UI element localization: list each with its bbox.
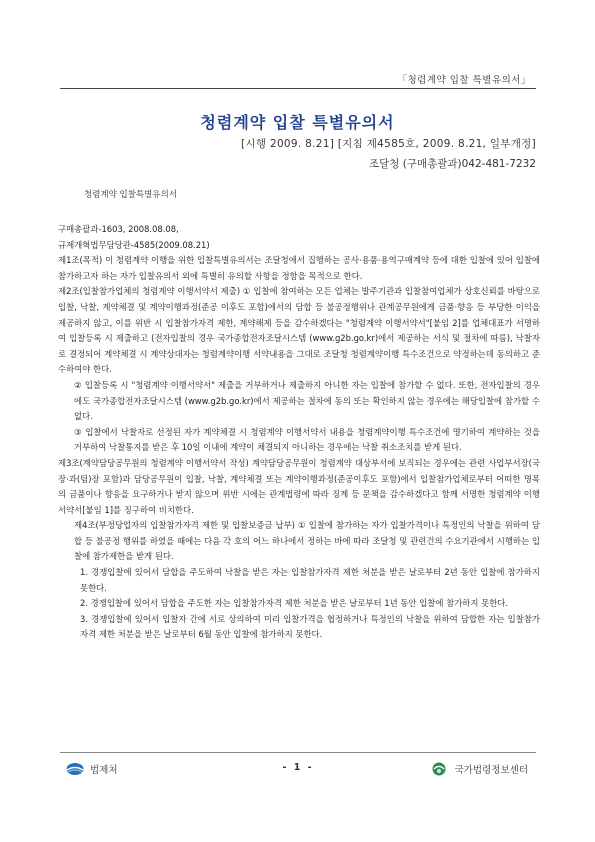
paragraph: 제2조(입찰참가업체의 청렴계약 이행서약서 제출) ① 입찰에 참여하는 모든 업체는 발주기관과 입찰참여업체가 상호신뢰를 바탕으로 입찰, 낙찰, 계약체결 및 계약이행과정(준공 이후도 포함)에서의 담합 등 불공정행위나 관계공무원에게 금품·향응 등 부당한 이익을 제공하지 않고, 이를 위반 시 입찰참가자격 제한, 계약해제 등을 감수하겠다는 "청렴계약 이행서약서"[붙임 2]를 업체대표가 서명하여 입찰등록 시 제출하고 (전자입찰의 경우 국가종합전자조달시스템 (www.g2b.go.kr)에서 제공하는 서식 및 절차에 따름), 낙찰자로 결정되어 계약체결 시 계약상대자는 청렴계약이행 서약내용을 그대로 조달청 청렴계약이행 특수조건으로 약정하는데 동의하고 준수하여야 한다. bbox=[58, 286, 540, 375]
paragraph: ② 입찰등록 시 "청렴계약 이행서약서" 제출을 거부하거나 제출하지 아니한 자는 입찰에 참가할 수 없다. 또한, 전자입찰의 경우에도 국가종합전자조달시스템 (www.g2b.go.kr)에서 제공하는 절차에 동의 또는 확인하지 않는 경우에는 해당입찰에 참가할 수 없다. bbox=[74, 379, 540, 422]
document-name: 청렴계약 입찰특별유의서 bbox=[84, 190, 178, 200]
footer-right bbox=[431, 762, 528, 776]
office-contact: 조달청 (구매총괄과)042-481-7232 bbox=[368, 158, 536, 170]
footer-right-label: 국가법령정보센터 bbox=[454, 765, 528, 776]
paragraph: 구매총괄과-1603, 2008.08.08, bbox=[58, 224, 179, 234]
list-item: 2. 경쟁입찰에 있어서 담합을 주도한 자는 입찰참가자격 제한 처분을 받은 날로부터 1년 동안 입찰에 참가하지 못한다. bbox=[80, 598, 509, 609]
enactment-info: [시행 2009. 8.21] [지침 제4585호, 2009. 8.21, 일부개정] bbox=[241, 138, 536, 150]
page-title: 청렴계약 입찰 특별유의서 bbox=[200, 113, 395, 132]
document-body bbox=[58, 222, 540, 643]
list-item: 3. 경쟁입찰에 있어서 입찰자 간에 서로 상의하여 미리 입찰가격을 협정하거나 특정인의 낙찰을 위하여 담합한 자는 입찰참가자격 제한 처분을 받은 날로부터 6월 동안 입찰에 참가하지 못한다. bbox=[80, 613, 540, 640]
paragraph: 제1조(목적) 이 청렴계약 이행을 위한 입찰특별유의서는 조달청에서 집행하는 공사·용품·용역구매계약 등에 대한 입찰에 있어 입찰에 참가하고자 하는 자가 입찰유의서 외에 특별히 유의할 사항을 정함을 목적으로 한다. bbox=[58, 255, 540, 281]
footer-left-label: 법제처 bbox=[90, 765, 118, 776]
page-number: - 1 - bbox=[282, 762, 314, 773]
law-center-logo-icon bbox=[431, 762, 449, 776]
header-tag: 「청렴계약 입찰 특별유의서」 bbox=[397, 75, 531, 86]
paragraph: 제3조(계약담당공무원의 청렴계약 이행서약서 작성) 계약담당공무원이 청렴계약 대상부서에 보직되는 경우에는 관련 사업부서장(국장·과(팀)장 포함)과 담당공무원이 입찰, 낙찰, 계약체결 또는 계약이행과정(준공이후도 포함)에서 입찰참가업체로부터 어떠한 명목의 금품이나 향응을 요구하거나 받지 않으며 위반 시에는 관계법령에 따라 징계 등 문책을 감수하겠다고 함께 서명한 청렴계약 이행서약서[붙임 1]를 징구하여 비치한다. bbox=[58, 457, 540, 515]
paragraph: 규제개혁법무담당관-4585(2009.08.21) bbox=[58, 239, 210, 250]
paragraph: ③ 입찰에서 낙찰자로 선정된 자가 계약체결 시 청렴계약 이행서약서 내용을 청렴계약이행 특수조건에 명기하여 계약하는 것을 거부하여 낙찰통지를 받은 후 10일 이내에 계약이 체결되지 아니하는 경우에는 낙찰 취소조치를 받게 된다. bbox=[74, 426, 540, 453]
paragraph: 제4조(부정당업자의 입찰참가자격 제한 및 입찰보증금 납부) ① 입찰에 참가하는 자가 입찰가격이나 특정인의 낙찰을 위하여 담합 등 불공정 행위를 하였을 때에는 다음 각 호의 어느 하나에서 정하는 바에 따라 조달청 및 관련건의 수요기관에서 시행하는 입찰에 참가제한을 받게 된다. bbox=[74, 520, 540, 562]
list-item: 1. 경쟁입찰에 있어서 담합을 주도하여 낙찰을 받은 자는 입찰참가자격 제한 처분을 받은 날로부터 2년 동안 입찰에 참가하지 못한다. bbox=[80, 567, 540, 593]
footer-divider bbox=[60, 752, 536, 753]
header-divider bbox=[60, 88, 536, 89]
page-footer bbox=[60, 760, 536, 780]
